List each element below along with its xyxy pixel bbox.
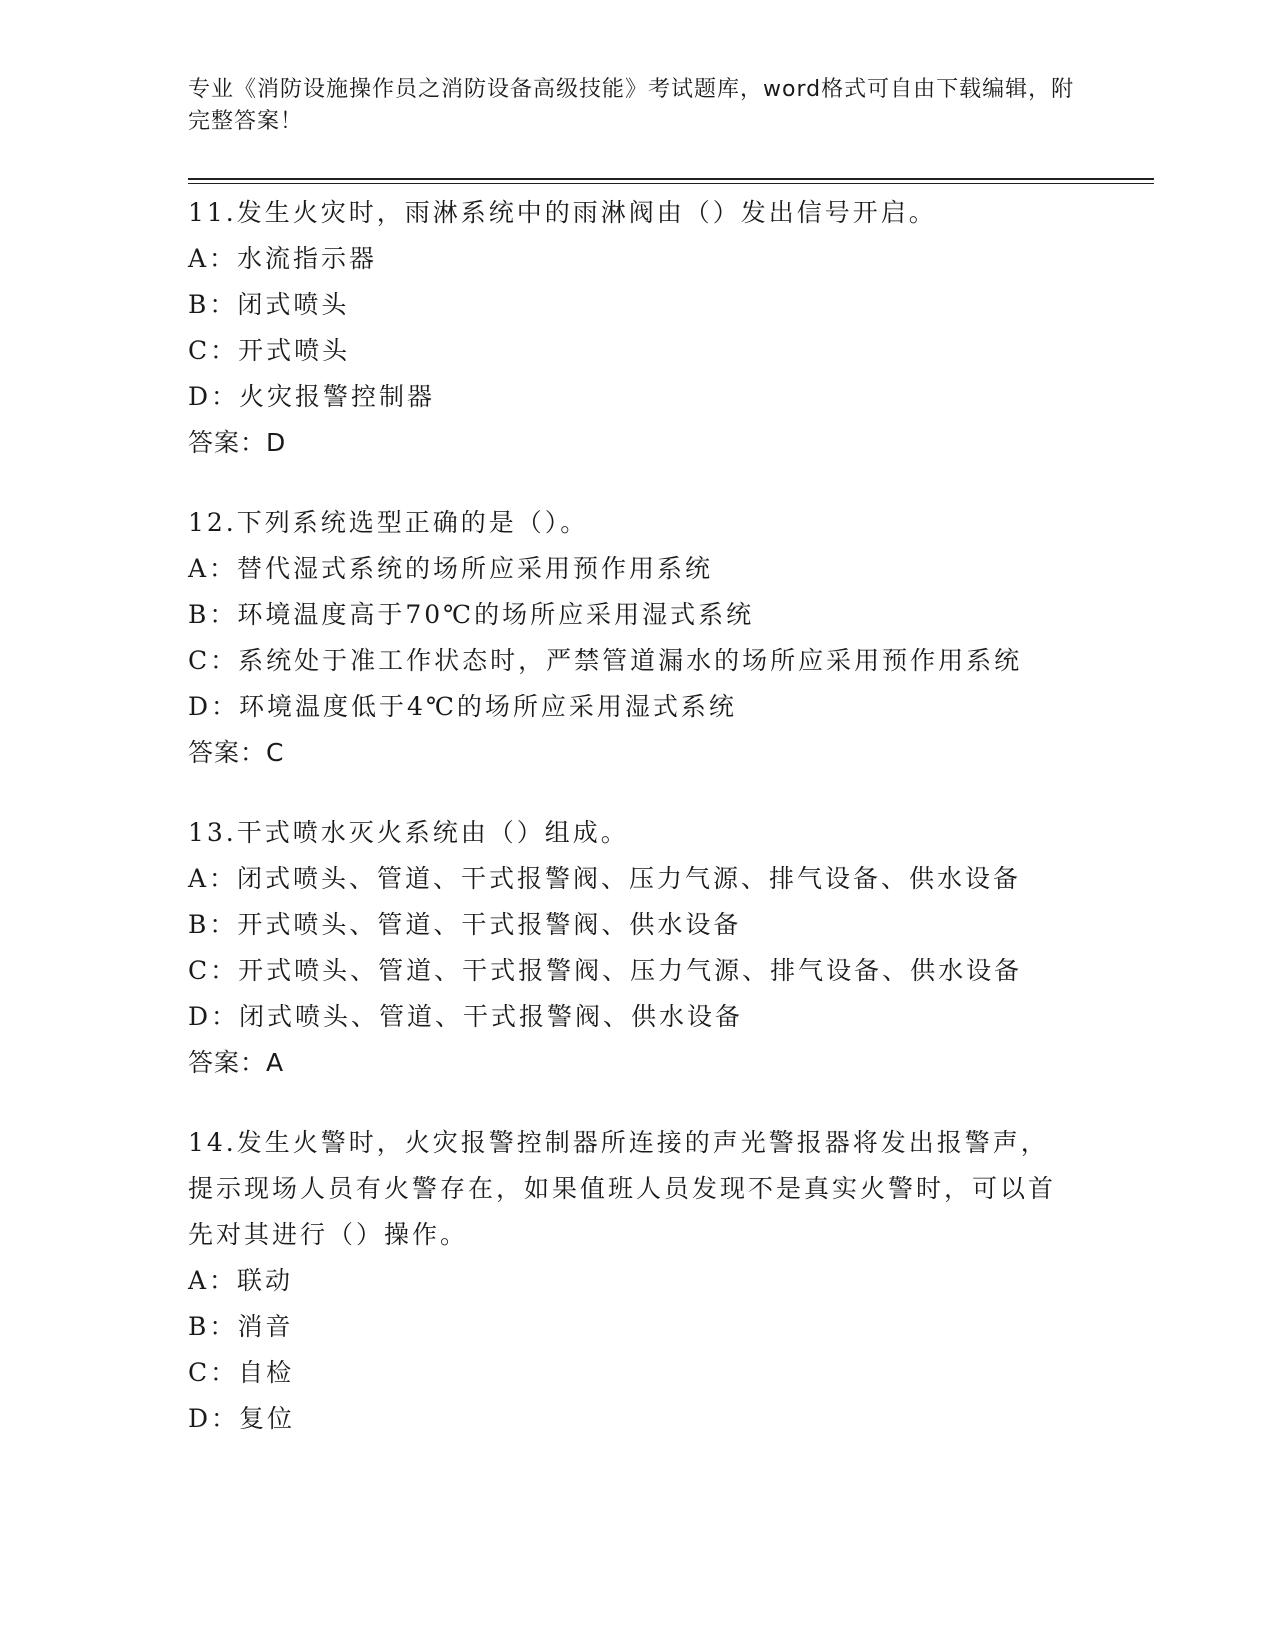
option-c: C：开式喷头、管道、干式报警阀、压力气源、排气设备、供水设备: [188, 956, 1023, 985]
header-divider-thick: [188, 178, 1154, 180]
option-a: A：闭式喷头、管道、干式报警阀、压力气源、排气设备、供水设备: [188, 864, 1022, 893]
question-stem: 14.发生火警时，火灾报警控制器所连接的声光警报器将发出报警声，提示现场人员有火警存在，如果值班人员发现不是真实火警时，可以首先对其进行（）操作。: [188, 1128, 1057, 1249]
answer-line: 答案：D: [188, 428, 287, 457]
question-list: [188, 190, 1088, 1476]
question-stem: 11.发生火灾时，雨淋系统中的雨淋阀由（）发出信号开启。: [188, 198, 937, 227]
option-c: C：系统处于准工作状态时，严禁管道漏水的场所应采用预作用系统: [188, 646, 1023, 675]
option-c: C：自检: [188, 1358, 295, 1387]
option-a: A：联动: [188, 1266, 294, 1295]
question-12: [188, 500, 1088, 776]
option-b: B：消音: [188, 1312, 294, 1341]
option-c: C：开式喷头: [188, 336, 351, 365]
question-13: [188, 810, 1088, 1086]
option-b: B：开式喷头、管道、干式报警阀、供水设备: [188, 910, 742, 939]
question-stem: 12.下列系统选型正确的是（）。: [188, 508, 589, 537]
question-14: [188, 1120, 1088, 1442]
answer-line: 答案：A: [188, 1048, 285, 1077]
option-d: D：复位: [188, 1404, 296, 1433]
option-a: A：替代湿式系统的场所应采用预作用系统: [188, 554, 714, 583]
option-b: B：闭式喷头: [188, 290, 350, 319]
header-divider-thin: [188, 183, 1154, 184]
question-11: [188, 190, 1088, 466]
answer-line: 答案：C: [188, 738, 285, 767]
option-a: A：水流指示器: [188, 244, 378, 273]
option-d: D：火灾报警控制器: [188, 382, 436, 411]
document-header: 专业《消防设施操作员之消防设备高级技能》考试题库，word格式可自由下载编辑，附完整答案！: [188, 77, 1075, 134]
option-d: D：闭式喷头、管道、干式报警阀、供水设备: [188, 1002, 744, 1031]
question-stem: 13.干式喷水灭火系统由（）组成。: [188, 818, 629, 847]
option-b: B：环境温度高于70℃的场所应采用湿式系统: [188, 600, 755, 629]
option-d: D：环境温度低于4℃的场所应采用湿式系统: [188, 692, 737, 721]
